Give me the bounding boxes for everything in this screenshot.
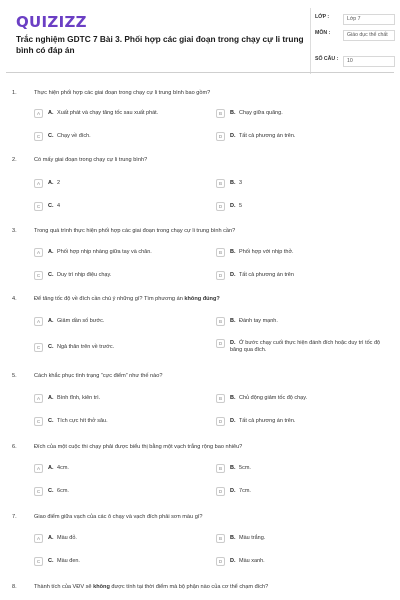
option-badge: C <box>34 202 43 211</box>
option-a[interactable]: A A. Giảm dần số bước. <box>34 317 204 326</box>
option-badge: D <box>216 339 225 348</box>
question-text: Có mấy giai đoạn trong chạy cự li trung bình? <box>34 157 148 163</box>
option-b[interactable]: B B. Chạy giữa quãng. <box>216 109 386 118</box>
option-badge: A <box>34 534 43 543</box>
option-c[interactable]: C C. Ngả thân trên về trước. <box>34 343 204 352</box>
option-c[interactable]: C C. Chạy về đích. <box>34 132 204 141</box>
option-c[interactable]: C C. 4 <box>34 202 204 211</box>
option-badge: D <box>216 487 225 496</box>
question-text: Giao điểm giữa vạch của các ô chạy và vạch đích phải sơn màu gì? <box>34 514 203 520</box>
option-a[interactable]: A A. Phối hợp nhịp nhàng giữa tay và chân. <box>34 248 204 257</box>
option-badge: D <box>216 132 225 141</box>
option-badge: B <box>216 394 225 403</box>
question-text: Đích của một cuộc thi chạy phải được biểu thị bằng một vạch trắng rộng bao nhiêu? <box>34 444 243 450</box>
option-d[interactable]: D D. Tất cả phương án trên. <box>216 417 386 426</box>
worksheet-header <box>6 8 394 70</box>
question-text: Để tăng tốc độ về đích cần chú ý những gì? Tìm phương án không đúng? <box>34 296 220 302</box>
option-d[interactable]: D D. Tất cả phương án trên. <box>216 132 386 141</box>
meta-class: LỚP : Lớp 7 <box>315 14 395 25</box>
option-a[interactable]: A A. 2 <box>34 179 204 188</box>
question-text: Trong quá trình thực hiện phối hợp các giai đoạn trong chạy cự li trung bình cần? <box>34 228 236 234</box>
option-badge: A <box>34 248 43 257</box>
option-badge: C <box>34 343 43 352</box>
option-badge: C <box>34 271 43 280</box>
option-a[interactable]: A A. Bình tĩnh, kiên trì. <box>34 394 204 403</box>
header-divider <box>6 72 394 73</box>
option-badge: B <box>216 109 225 118</box>
option-b[interactable]: B B. 3 <box>216 179 386 188</box>
worksheet-meta <box>310 8 396 74</box>
option-badge: A <box>34 109 43 118</box>
option-badge: D <box>216 557 225 566</box>
option-badge: C <box>34 417 43 426</box>
option-b[interactable]: B B. Màu trắng. <box>216 534 386 543</box>
option-badge: D <box>216 417 225 426</box>
option-c[interactable]: C C. Tích cực hít thở sâu. <box>34 417 204 426</box>
option-c[interactable]: C C. 6cm. <box>34 487 204 496</box>
option-badge: C <box>34 132 43 141</box>
quizizz-logo: QUIZIZZ <box>16 13 87 31</box>
option-d[interactable]: D D. 5 <box>216 202 386 211</box>
option-badge: D <box>216 202 225 211</box>
option-a[interactable]: A A. Màu đỏ. <box>34 534 204 543</box>
option-a[interactable]: A A. Xuất phát và chạy tăng tốc sau xuất phát. <box>34 109 204 118</box>
option-badge: B <box>216 464 225 473</box>
option-badge: A <box>34 179 43 188</box>
option-badge: B <box>216 179 225 188</box>
option-badge: B <box>216 534 225 543</box>
question-text: Cách khắc phục tình trạng “cực điểm” như thế nào? <box>34 373 163 379</box>
option-d[interactable]: D D. 7cm. <box>216 487 386 496</box>
meta-question-count: SỐ CÂU : 10 <box>315 56 395 67</box>
option-badge: A <box>34 317 43 326</box>
option-c[interactable]: C C. Duy trì nhịp điệu chạy. <box>34 271 204 280</box>
option-b[interactable]: B B. Chủ động giảm tốc độ chạy. <box>216 394 386 403</box>
option-badge: B <box>216 317 225 326</box>
option-d[interactable]: D D. Tất cả phương án trên <box>216 271 386 280</box>
option-c[interactable]: C C. Màu đen. <box>34 557 204 566</box>
option-b[interactable]: B B. Đánh tay mạnh. <box>216 317 386 326</box>
option-badge: D <box>216 271 225 280</box>
question-text: Thành tích của VĐV sẽ không được tính tại thời điểm mà bộ phận nào của cơ thể chạm đích? <box>34 584 269 590</box>
question-text: Thực hiện phối hợp các giai đoạn trong chạy cự li trung bình bao gồm? <box>34 90 211 96</box>
option-d[interactable]: D D. Màu xanh. <box>216 557 386 566</box>
option-d[interactable]: D D. Ở bước chạy cuối thực hiện đánh đích hoặc duy trì tốc độ băng qua đích. <box>216 339 386 354</box>
option-badge: A <box>34 464 43 473</box>
option-a[interactable]: A A. 4cm. <box>34 464 204 473</box>
worksheet-title: Trắc nghiệm GDTC 7 Bài 3. Phối hợp các giai đoạn trong chạy cự li trung bình có đáp án <box>16 34 304 55</box>
meta-subject: MÔN : Giáo dục thể chất <box>315 30 395 41</box>
option-badge: C <box>34 487 43 496</box>
option-badge: B <box>216 248 225 257</box>
option-b[interactable]: B B. 5cm. <box>216 464 386 473</box>
option-b[interactable]: B B. Phối hợp với nhịp thở. <box>216 248 386 257</box>
option-badge: A <box>34 394 43 403</box>
option-badge: C <box>34 557 43 566</box>
